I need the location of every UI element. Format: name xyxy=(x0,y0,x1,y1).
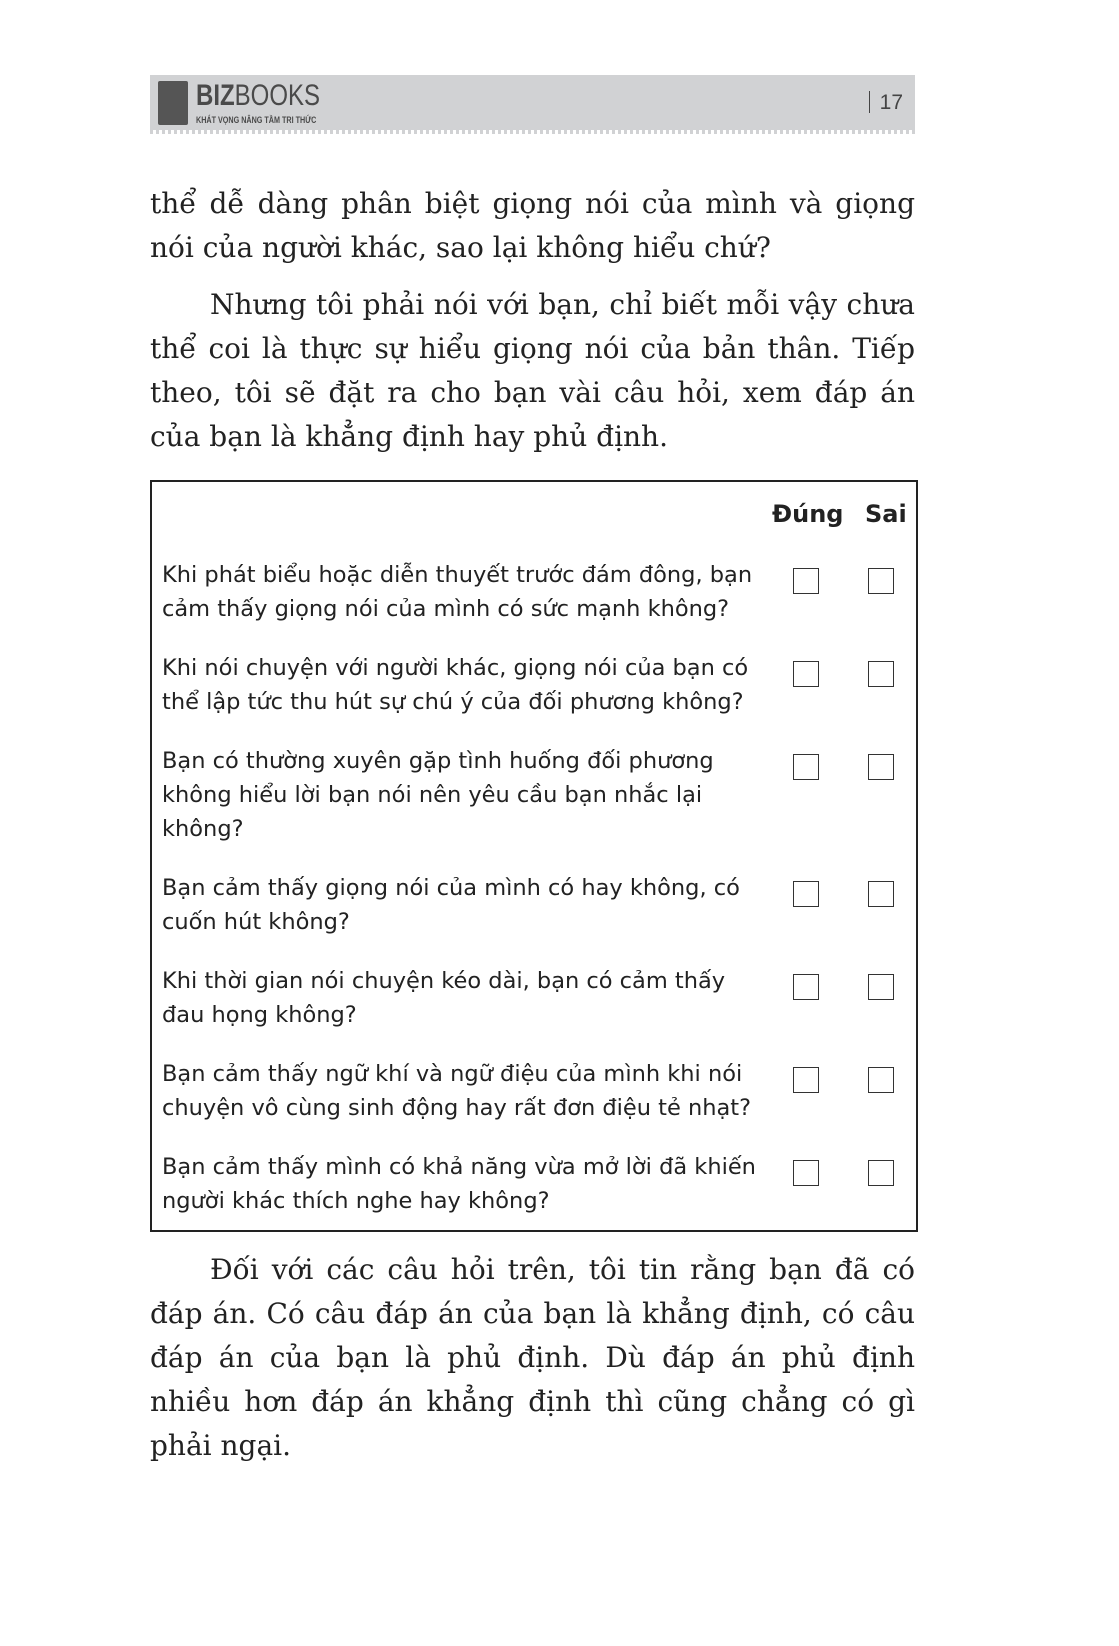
paragraph-1: thể dễ dàng phân biệt giọng nói của mình và giọng nói của người khác, sao lại không hiểu chứ? xyxy=(150,187,915,264)
checkbox-no[interactable] xyxy=(868,754,894,780)
checkbox-yes[interactable] xyxy=(793,881,819,907)
checkbox-yes[interactable] xyxy=(793,754,819,780)
page-header xyxy=(150,75,915,130)
question-text: Bạn cảm thấy giọng nói của mình có hay không, có cuốn hút không? xyxy=(162,875,740,935)
questionnaire-table xyxy=(150,480,918,1232)
question-text: Khi thời gian nói chuyện kéo dài, bạn có cảm thấy đau họng không? xyxy=(162,968,726,1028)
checkbox-yes[interactable] xyxy=(793,661,819,687)
paragraph-2: Nhưng tôi phải nói với bạn, chỉ biết mỗi vậy chưa thể coi là thực sự hiểu giọng nói của bản thân. Tiếp theo, tôi sẽ đặt ra cho bạn vài câu hỏi, xem đáp án của bạn là khẳng định hay phủ định. xyxy=(150,288,915,453)
checkbox-yes[interactable] xyxy=(793,1067,819,1093)
brand-bold: BIZ xyxy=(196,79,235,112)
checkbox-no[interactable] xyxy=(868,661,894,687)
checkbox-no[interactable] xyxy=(868,1160,894,1186)
checkbox-no[interactable] xyxy=(868,568,894,594)
question-text: Bạn cảm thấy ngữ khí và ngữ điệu của mình khi nói chuyện vô cùng sinh động hay rất đơn điệu tẻ nhạt? xyxy=(162,1061,752,1121)
paragraph-3: Đối với các câu hỏi trên, tôi tin rằng bạn đã có đáp án. Có câu đáp án của bạn là khẳng định, có câu đáp án của bạn là phủ định. Dù đáp án phủ định nhiều hơn đáp án khẳng định thì cũng chẳng có gì phải ngại. xyxy=(150,1253,915,1462)
question-text: Bạn cảm thấy mình có khả năng vừa mở lời đã khiến người khác thích nghe hay không? xyxy=(162,1154,756,1214)
checkbox-no[interactable] xyxy=(868,1067,894,1093)
question-text: Bạn có thường xuyên gặp tình huống đối phương không hiểu lời bạn nói nên yêu cầu bạn nhắc lại không? xyxy=(162,748,714,842)
brand-light: BOOKS xyxy=(234,79,321,112)
brand-name xyxy=(196,81,320,111)
bizbooks-logo-icon xyxy=(158,81,188,125)
question-text: Khi phát biểu hoặc diễn thuyết trước đám đông, bạn cảm thấy giọng nói của mình có sức mạnh không? xyxy=(162,562,753,622)
header-no: Sai xyxy=(865,500,907,528)
brand-tagline: KHÁT VỌNG NÂNG TẦM TRI THỨC xyxy=(196,115,317,125)
checkbox-no[interactable] xyxy=(868,974,894,1000)
checkbox-yes[interactable] xyxy=(793,1160,819,1186)
checkbox-yes[interactable] xyxy=(793,568,819,594)
checkbox-yes[interactable] xyxy=(793,974,819,1000)
checkbox-no[interactable] xyxy=(868,881,894,907)
page-number: 17 xyxy=(869,91,903,115)
header-yes: Đúng xyxy=(772,500,844,528)
question-text: Khi nói chuyện với người khác, giọng nói của bạn có thể lập tức thu hút sự chú ý của đối phương không? xyxy=(162,655,749,715)
